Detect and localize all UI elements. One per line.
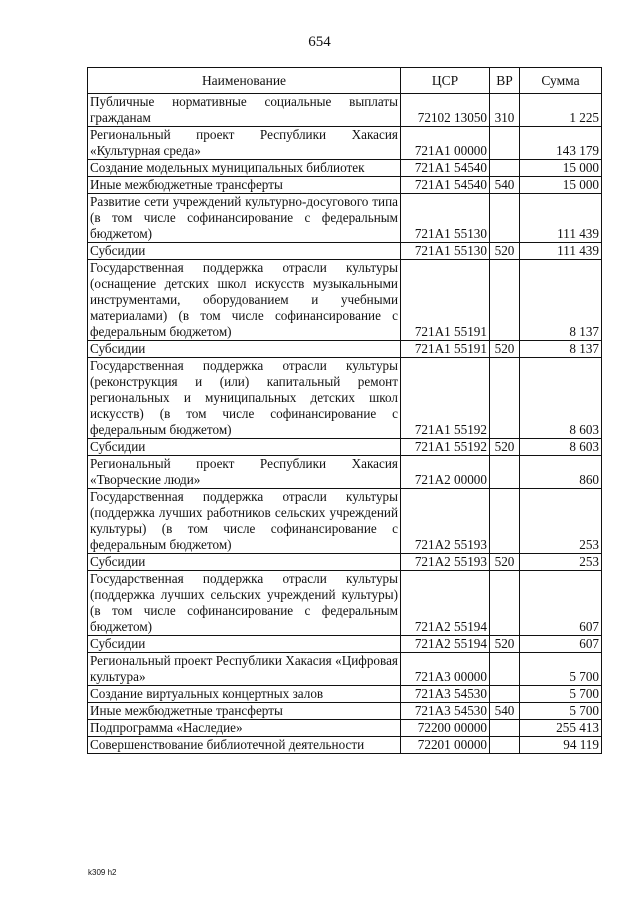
row-csr: 721A2 55193	[401, 554, 490, 571]
row-csr: 721A2 00000	[401, 456, 490, 489]
row-csr: 721A3 54530	[401, 686, 490, 703]
row-sum: 8 603	[520, 358, 602, 439]
row-vr	[490, 720, 520, 737]
row-csr: 721A1 00000	[401, 127, 490, 160]
row-sum: 5 700	[520, 686, 602, 703]
row-vr	[490, 571, 520, 636]
row-name: Государственная поддержка отрасли культуры (поддержка лучших сельских учреждений культуры) (в том числе софинансирование с федеральным бюджетом)	[88, 571, 401, 636]
row-csr: 721A1 55130	[401, 243, 490, 260]
row-name: Субсидии	[88, 636, 401, 653]
row-sum: 860	[520, 456, 602, 489]
table-row	[88, 554, 602, 571]
row-sum: 8 137	[520, 260, 602, 341]
header-vr: ВР	[490, 68, 520, 94]
row-sum: 8 137	[520, 341, 602, 358]
table-row	[88, 653, 602, 686]
table-row	[88, 358, 602, 439]
row-vr	[490, 260, 520, 341]
row-sum: 607	[520, 636, 602, 653]
row-vr	[490, 160, 520, 177]
row-name: Создание виртуальных концертных залов	[88, 686, 401, 703]
row-sum: 607	[520, 571, 602, 636]
table-row	[88, 194, 602, 243]
header-sum: Сумма	[520, 68, 602, 94]
row-csr: 721A1 54540	[401, 160, 490, 177]
row-csr: 721A2 55193	[401, 489, 490, 554]
row-csr: 72200 00000	[401, 720, 490, 737]
table-row	[88, 686, 602, 703]
budget-table	[87, 67, 602, 754]
row-csr: 721A1 55192	[401, 358, 490, 439]
table-row	[88, 720, 602, 737]
row-name: Региональный проект Республики Хакасия «Культурная среда»	[88, 127, 401, 160]
row-name: Подпрограмма «Наследие»	[88, 720, 401, 737]
row-name: Региональный проект Республики Хакасия «Цифровая культура»	[88, 653, 401, 686]
row-sum: 15 000	[520, 177, 602, 194]
table-row	[88, 571, 602, 636]
row-csr: 721A1 55130	[401, 194, 490, 243]
table-row	[88, 127, 602, 160]
row-vr: 520	[490, 341, 520, 358]
row-sum: 1 225	[520, 94, 602, 127]
row-vr: 520	[490, 439, 520, 456]
table-row	[88, 703, 602, 720]
row-csr: 721A1 54540	[401, 177, 490, 194]
row-csr: 721A2 55194	[401, 636, 490, 653]
row-vr: 540	[490, 177, 520, 194]
row-vr	[490, 737, 520, 754]
table-row	[88, 439, 602, 456]
row-vr: 520	[490, 243, 520, 260]
table-row	[88, 160, 602, 177]
header-name: Наименование	[88, 68, 401, 94]
row-name: Иные межбюджетные трансферты	[88, 703, 401, 720]
table-row	[88, 489, 602, 554]
table-row	[88, 456, 602, 489]
table-row	[88, 243, 602, 260]
table-row	[88, 636, 602, 653]
row-vr	[490, 194, 520, 243]
row-name: Государственная поддержка отрасли культуры (оснащение детских школ искусств музыкальными инструментами, оборудованием и учебными материалами) (в том числе софинансирование с федеральным бюджетом)	[88, 260, 401, 341]
row-name: Развитие сети учреждений культурно-досугового типа (в том числе софинансирование с федеральным бюджетом)	[88, 194, 401, 243]
row-csr: 72201 00000	[401, 737, 490, 754]
row-vr	[490, 456, 520, 489]
row-csr: 72102 13050	[401, 94, 490, 127]
row-csr: 721A3 00000	[401, 653, 490, 686]
row-vr	[490, 127, 520, 160]
row-sum: 5 700	[520, 653, 602, 686]
row-name: Совершенствование библиотечной деятельности	[88, 737, 401, 754]
footer-code: k309 h2	[88, 868, 117, 877]
row-vr: 540	[490, 703, 520, 720]
row-name: Субсидии	[88, 341, 401, 358]
row-sum: 111 439	[520, 194, 602, 243]
row-vr: 520	[490, 554, 520, 571]
row-vr	[490, 686, 520, 703]
row-sum: 253	[520, 489, 602, 554]
row-sum: 253	[520, 554, 602, 571]
header-csr: ЦСР	[401, 68, 490, 94]
row-csr: 721A3 54530	[401, 703, 490, 720]
row-sum: 255 413	[520, 720, 602, 737]
row-csr: 721A1 55191	[401, 341, 490, 358]
row-name: Публичные нормативные социальные выплаты гражданам	[88, 94, 401, 127]
row-sum: 111 439	[520, 243, 602, 260]
row-vr	[490, 653, 520, 686]
table-row	[88, 341, 602, 358]
table-header-row	[88, 68, 602, 94]
row-csr: 721A1 55192	[401, 439, 490, 456]
row-name: Создание модельных муниципальных библиотек	[88, 160, 401, 177]
row-name: Региональный проект Республики Хакасия «Творческие люди»	[88, 456, 401, 489]
row-sum: 15 000	[520, 160, 602, 177]
row-vr	[490, 489, 520, 554]
row-sum: 5 700	[520, 703, 602, 720]
table-row	[88, 177, 602, 194]
page-number: 654	[308, 34, 331, 50]
row-csr: 721A1 55191	[401, 260, 490, 341]
row-sum: 94 119	[520, 737, 602, 754]
table-row	[88, 737, 602, 754]
row-vr	[490, 358, 520, 439]
row-name: Субсидии	[88, 243, 401, 260]
row-name: Государственная поддержка отрасли культуры (поддержка лучших работников сельских учреждений культуры) (в том числе софинансирование с федеральным бюджетом)	[88, 489, 401, 554]
row-vr: 310	[490, 94, 520, 127]
row-sum: 8 603	[520, 439, 602, 456]
row-name: Иные межбюджетные трансферты	[88, 177, 401, 194]
row-name: Субсидии	[88, 439, 401, 456]
row-sum: 143 179	[520, 127, 602, 160]
row-name: Государственная поддержка отрасли культуры (реконструкция и (или) капитальный ремонт региональных и муниципальных детских школ искусств) (в том числе софинансирование с федеральным бюджетом)	[88, 358, 401, 439]
table-row	[88, 94, 602, 127]
row-name: Субсидии	[88, 554, 401, 571]
row-csr: 721A2 55194	[401, 571, 490, 636]
table-row	[88, 260, 602, 341]
row-vr: 520	[490, 636, 520, 653]
